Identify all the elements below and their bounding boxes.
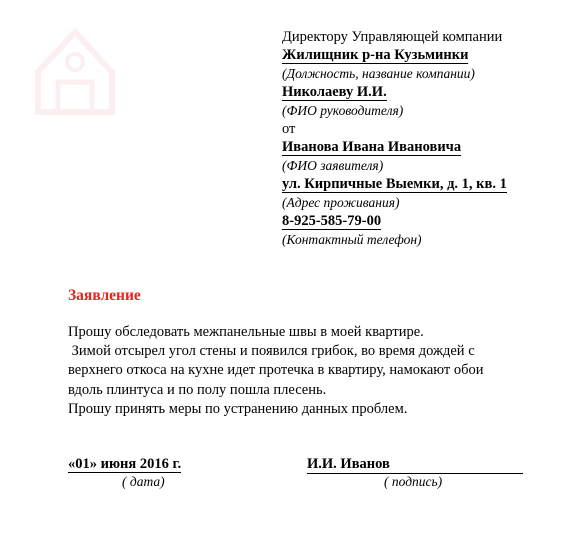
applicant-address: ул. Кирпичные Выемки, д. 1, кв. 1 — [282, 176, 507, 192]
company-name: Жилищник р-на Кузьминки — [282, 47, 469, 63]
from-label: от — [282, 121, 296, 137]
date-field: «01» июня 2016 г. — [68, 456, 182, 472]
addressee-to-label: Директору Управляющей компании — [282, 29, 503, 45]
signature-field: И.И. Иванов — [307, 456, 523, 474]
applicant-caption: (ФИО заявителя) — [282, 158, 384, 173]
body-line: вдоль плинтуса и по полу пошла плесень. — [68, 381, 327, 398]
applicant-name: Иванова Ивана Ивановича — [282, 139, 462, 155]
body-line: Прошу принять меры по устранению данных проблем. — [68, 400, 408, 417]
body-line: верхнего откоса на кухне идет протечка в квартиру, намокают обои — [68, 362, 484, 379]
director-name: Николаеву И.И. — [282, 84, 387, 100]
company-caption: (Должность, название компании) — [282, 66, 475, 81]
date-caption: ( дата) — [122, 474, 165, 489]
signature-caption: ( подпись) — [384, 474, 443, 489]
house-logo-icon — [28, 12, 123, 132]
body-line: Зимой отсырел угол стены и появился грибок, во время дождей с — [68, 343, 475, 360]
document-title: Заявление — [68, 287, 141, 304]
address-caption: (Адрес проживания) — [282, 195, 400, 210]
phone-caption: (Контактный телефон) — [282, 232, 422, 247]
applicant-phone: 8-925-585-79-00 — [282, 213, 382, 229]
body-line: Прошу обследовать межпанельные швы в моей квартире. — [68, 324, 424, 340]
application-body — [68, 323, 484, 419]
director-caption: (ФИО руководителя) — [282, 103, 404, 118]
